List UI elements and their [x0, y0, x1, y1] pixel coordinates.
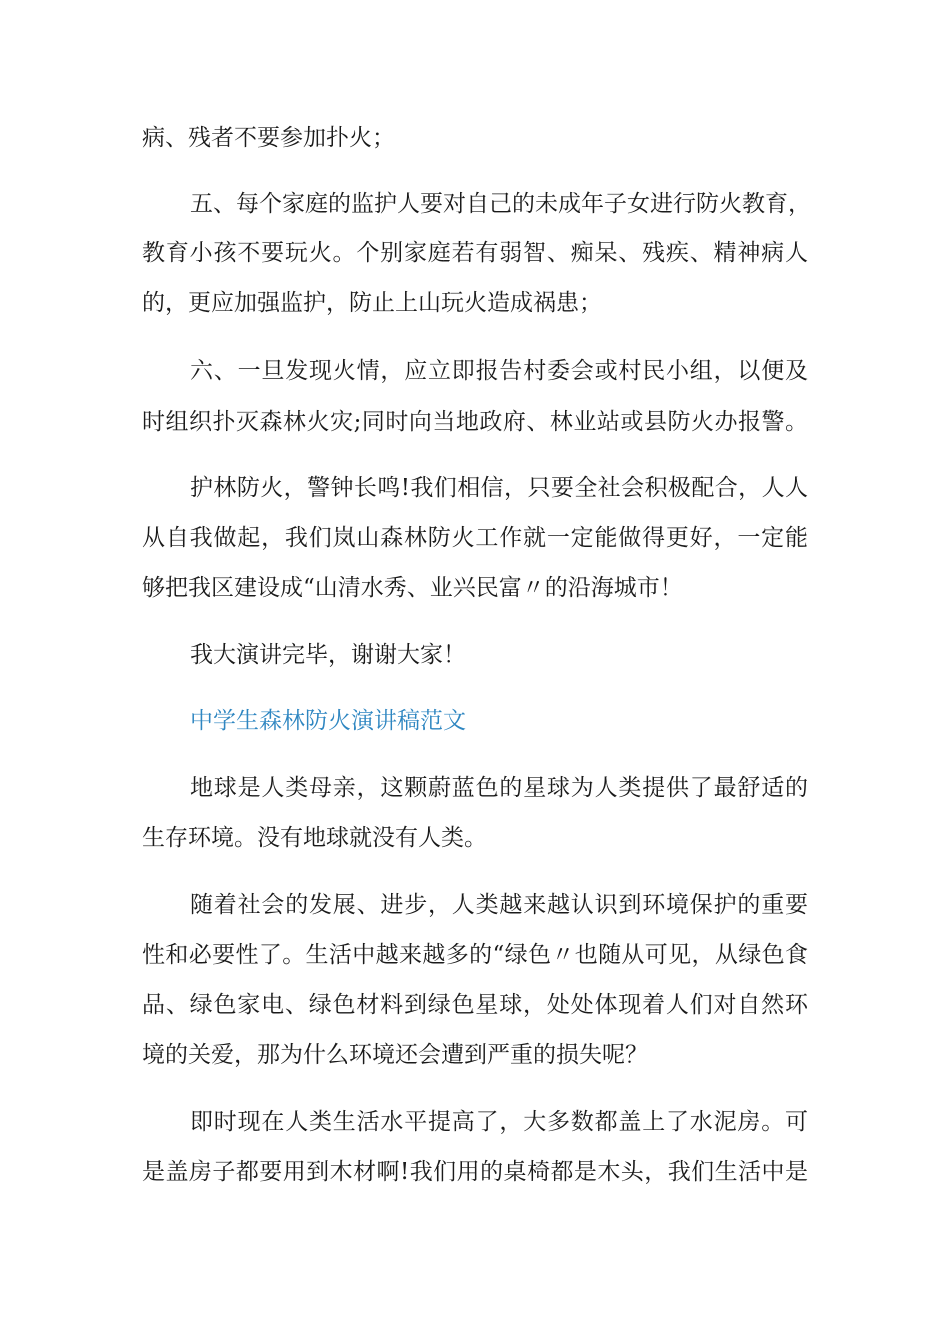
paragraph-line: 时组织扑灭森林火灾;同时向当地政府、林业站或县防火办报警。 [142, 409, 808, 435]
paragraph-line: 境的关爱，那为什么环境还会遭到严重的损失呢？ [142, 1042, 648, 1068]
paragraph-line: 病、残者不要参加扑火； [142, 125, 395, 151]
paragraph-line: 随着社会的发展、进步，人类越来越认识到环境保护的重要 [190, 892, 808, 918]
paragraph-line: 六、一旦发现火情，应立即报告村委会或村民小组，以便及 [190, 358, 808, 384]
paragraph-line: 性和必要性了。生活中越来越多的“绿色〃也随从可见，从绿色食 [142, 942, 808, 968]
paragraph-line: 够把我区建设成“山清水秀、业兴民富〃的沿海城市！ [142, 575, 683, 601]
paragraph-line: 生存环境。没有地球就没有人类。 [142, 825, 487, 851]
paragraph-line: 从自我做起，我们岚山森林防火工作就一定能做得更好，一定能 [142, 525, 808, 551]
paragraph-line: 护林防火，警钟长鸣!我们相信，只要全社会积极配合，人人 [190, 475, 808, 501]
paragraph-line: 是盖房子都要用到木材啊!我们用的桌椅都是木头，我们生活中是 [142, 1159, 808, 1185]
paragraph-line: 的，更应加强监护，防止上山玩火造成祸患； [142, 290, 602, 316]
paragraph-line: 即时现在人类生活水平提高了，大多数都盖上了水泥房。可 [190, 1109, 808, 1135]
section-heading: 中学生森林防火演讲稿范文 [190, 708, 466, 734]
paragraph-line: 教育小孩不要玩火。个别家庭若有弱智、痴呆、残疾、精神病人 [142, 240, 808, 266]
paragraph-line: 我大演讲完毕，谢谢大家！ [190, 642, 466, 668]
paragraph-line: 品、绿色家电、绿色材料到绿色星球，处处体现着人们对自然环 [142, 992, 808, 1018]
paragraph-line: 地球是人类母亲，这颗蔚蓝色的星球为人类提供了最舒适的 [190, 775, 808, 801]
paragraph-line: 五、每个家庭的监护人要对自己的未成年子女进行防火教育， [190, 191, 811, 217]
